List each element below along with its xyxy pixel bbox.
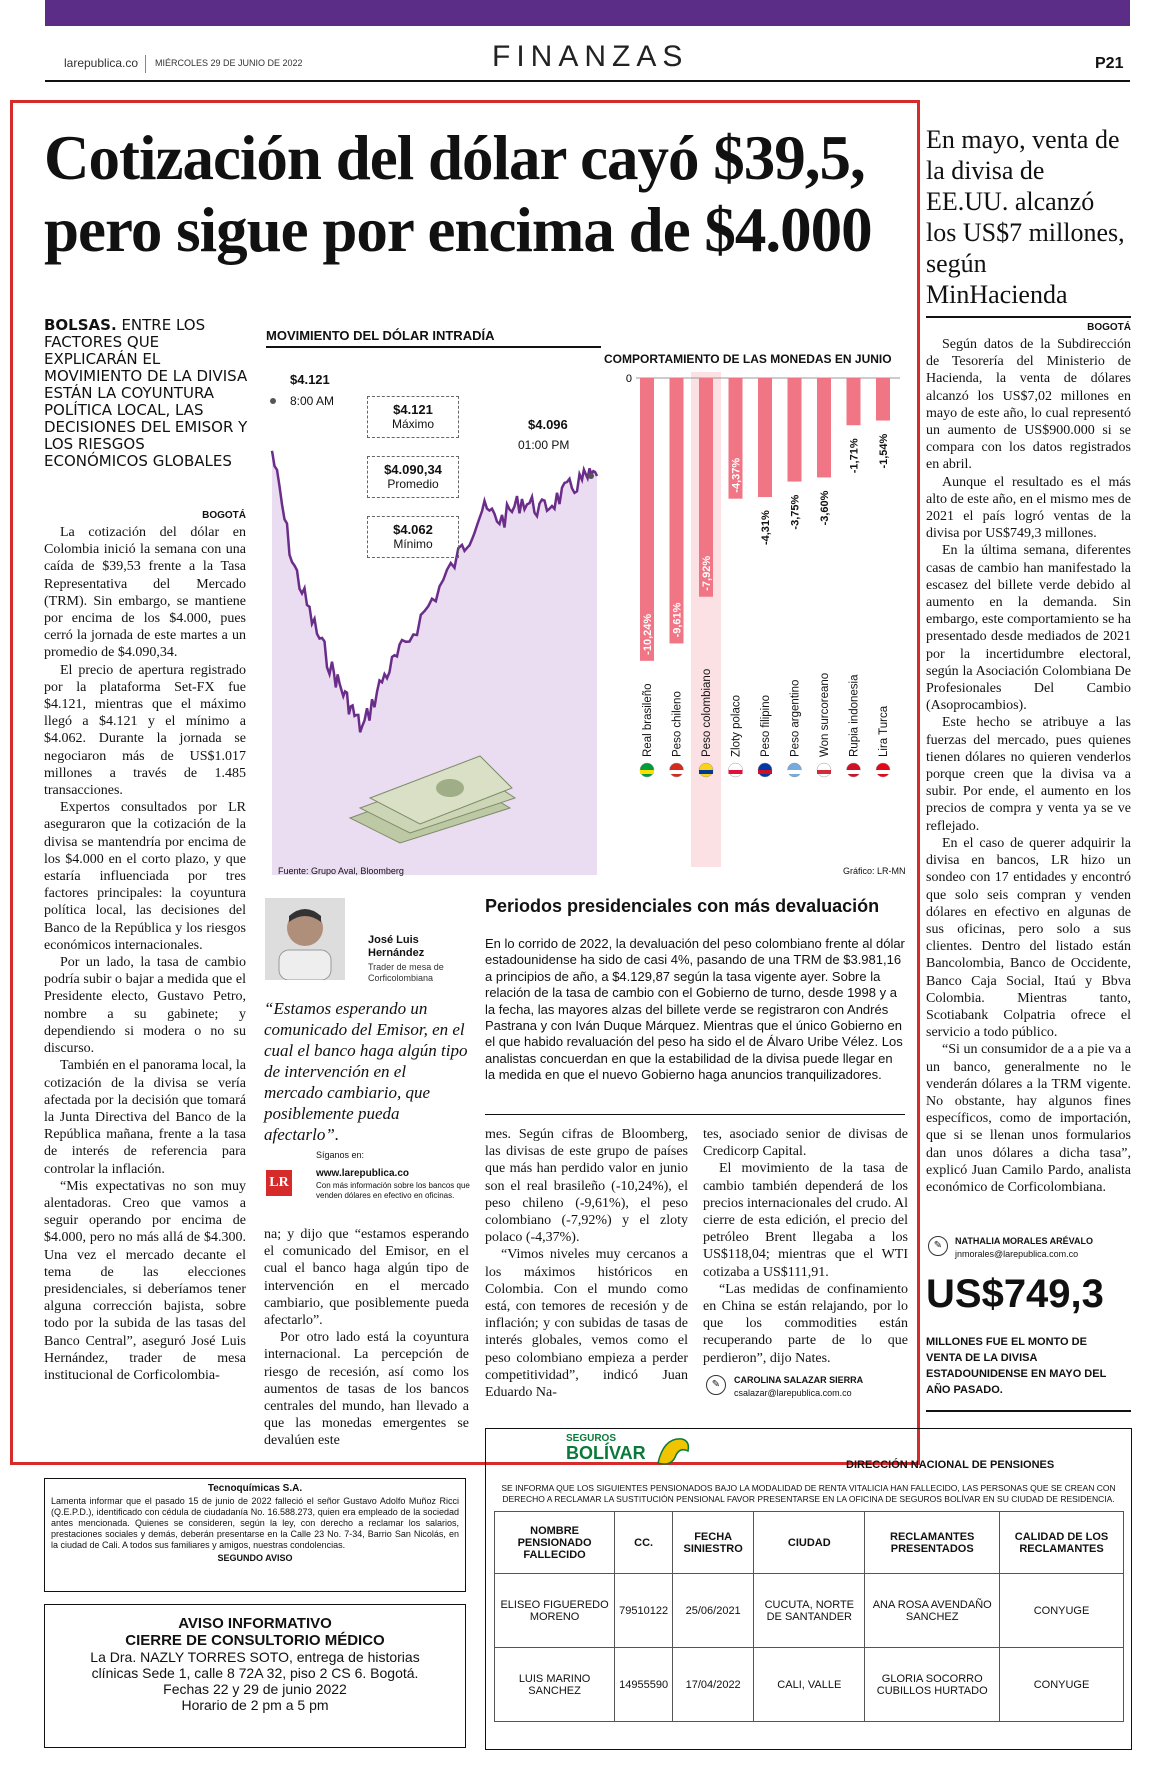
sidebar-paragraph: Aunque el resultado es el más alto de este año, en el mismo mes de 2021 el país logró ventas de la divisa por US$749,3 millones. bbox=[926, 474, 1131, 542]
issue-date: MIÉRCOLES 29 DE JUNIO DE 2022 bbox=[155, 58, 303, 68]
table-row bbox=[495, 1648, 1124, 1722]
bar-category-label: Real brasileño bbox=[642, 683, 654, 757]
flag-stripe bbox=[817, 770, 831, 774]
obituary-text: Lamenta informar que el pasado 15 de junio de 2022 falleció el señor Gustavo Adolfo Muñoz Ricci (Q.E.P.D.), identificado con cédula de ciudadanía No. 16.588.273, quien era empleado de la sociedad antes mencionada. Quienes se consideren, según la ley, con derecho a reclamar los salarios, prestaciones sociales y demás, deberán presentarse en la Calle 23 No. 7-34, Barrio San Nicolás, en la ciudad de Cali. A todos sus familiares y amigos, nuestras condolencias. bbox=[51, 1496, 459, 1550]
col1-paragraph: También en el panorama local, la cotización de la divisa se vería afectada por la decisión que tomará la Junta Directiva del Banco de la República mañana, frente a la tasa de interés de referencia para controlar la inflación. bbox=[44, 1058, 246, 1177]
article-author-email[interactable]: csalazar@larepublica.com.co bbox=[734, 1388, 852, 1398]
logo-top-text: SEGUROS bbox=[566, 1433, 617, 1444]
bar-category-label: Rupia indonesia bbox=[848, 674, 861, 757]
top-color-bar bbox=[45, 0, 1130, 26]
bar-category-label: Peso colombiano bbox=[701, 668, 713, 757]
logo-bottom-text: BOLÍVAR bbox=[566, 1443, 646, 1463]
pension-table-header bbox=[495, 1512, 1124, 1574]
obituary-notice bbox=[44, 1478, 466, 1592]
open-value: $4.121 bbox=[290, 372, 330, 387]
table-cell: CALI, VALLE bbox=[754, 1648, 865, 1722]
quote-role: Trader de mesa de Corficolombiana bbox=[368, 962, 444, 983]
sidebar-dateline: BOGOTÁ bbox=[1087, 322, 1131, 333]
col3-paragraph: “Vimos niveles muy cercanos a los máximos históricos en Colombia. Con el mundo como está, con temores de recesión y de inflación; y con subidas de tasas de interés globales, vemos como el peso colombiano empieza a perder competitividad”, indicó Juan Eduardo Na- bbox=[485, 1247, 688, 1401]
col1-paragraph: El precio de apertura registrado por la plataforma Set-FX fue $4.121, mientras que el máximo llegó a $4.121 y el mínimo a $4.062. Durante la jornada se negociaron más de US$1.017 millones a través de 1.485 transacciones. bbox=[44, 662, 246, 799]
lead-text: ENTRE LOS FACTORES QUE EXPLICARÁN EL MOVIMIENTO DE LA DIVISA ESTÁN LA COYUNTURA POLÍTICA LOCAL, LAS DECISIONES DEL EMISOR Y LOS RIESGOS ECONÓMICOS GLOBALES bbox=[44, 316, 248, 470]
bar-category-label: Peso chileno bbox=[671, 691, 684, 757]
big-number: US$749,3 bbox=[926, 1272, 1104, 1316]
bar-chart-title: COMPORTAMIENTO DE LAS MONEDAS EN JUNIO bbox=[604, 352, 892, 366]
bar-data-label: -4,31% bbox=[760, 510, 772, 546]
table-cell: CONYUGE bbox=[1000, 1574, 1124, 1648]
flag-stripe bbox=[758, 770, 772, 774]
bar bbox=[876, 378, 890, 421]
max-value: $4.121 bbox=[393, 402, 433, 417]
consult-line-4: Horario de 2 pm a 5 pm bbox=[181, 1697, 329, 1713]
col1-paragraph: Expertos consultados por LR aseguraron que la cotización de la divisa se mantendría por encima de los $4.000 en el corto plazo, y que estaría influenciada por tres factores principales: la coyuntura política local, las decisiones del Banco de la República y los riesgos económicos internacionales. bbox=[44, 800, 246, 953]
pension-col-name: NOMBRE PENSIONADO FALLECIDO bbox=[495, 1512, 615, 1574]
sidebar-paragraph: Según datos de la Subdirección de Tesorería del Ministerio de Hacienda, la venta de dólares alcanzó los US$7,02 millones en mayo de este año, lo cual representó un aumento de US$900.000 si se compara con los datos registrados en abril. bbox=[926, 337, 1131, 473]
bar-category-label: Zloty polaco bbox=[730, 694, 743, 757]
col3-paragraph: mes. Según cifras de Bloomberg, las divisas de este grupo de países que más han perdido valor en junio son el real brasileño (-10,24%), el peso chileno (-9,61%), el peso colombiano (-7,92%) y el zloty polaco (-4,37%). bbox=[485, 1127, 688, 1246]
min-label: Mínimo bbox=[393, 537, 433, 551]
pension-col-city: CIUDAD bbox=[754, 1512, 865, 1574]
bar-chart-area bbox=[600, 372, 910, 872]
sidebar-paragraph: En el caso de querer adquirir la divisa en bancos, LR hizo un sondeo con 17 entidades y encontró que solo seis compran y venden dólares en efectivo en algunas de sus oficinas, pero solo a sus clientes. Dentro del listado están Bancolombia, Banco de Occidente, Banco Caja Social, Itaú y Bbva Colombia. Mientras tanto, Scotiabank Colpatria ofrece el servicio a todo público. bbox=[926, 835, 1131, 1041]
close-value: $4.096 bbox=[528, 417, 568, 432]
bar bbox=[758, 378, 772, 497]
consult-title-1: AVISO INFORMATIVO bbox=[178, 1615, 332, 1632]
col2-paragraph: Por otro lado está la coyuntura internacional. La percepción de riesgo de recesión, así como los aumentos de tasas de los bancos centrales del mundo, han llevado a que las monedas emergentes se devalúen este bbox=[264, 1330, 469, 1449]
col4-paragraph: El movimiento de la tasa de cambio también dependerá de los precios internacionales del crudo. Al cierre de esta edición, el precio del petróleo Brent llegaba a los US$118,04; mientras que el WTI cotizaba a US$111,91. bbox=[703, 1161, 908, 1280]
flag-stripe bbox=[876, 770, 890, 774]
flag-stripe bbox=[670, 770, 684, 774]
line-chart-source: Fuente: Grupo Aval, Bloomberg bbox=[278, 866, 404, 876]
article-headline bbox=[44, 122, 914, 266]
sidebar-author-email[interactable]: jnmorales@larepublica.com.co bbox=[955, 1249, 1079, 1259]
article-column-4 bbox=[703, 1126, 908, 1367]
lr-logo-icon: LR bbox=[266, 1170, 292, 1196]
bar-data-label: -3,60% bbox=[819, 490, 831, 526]
lead-label: BOLSAS. bbox=[44, 316, 117, 334]
col1-paragraph: Por un lado, la tasa de cambio podría subir o bajar a medida que el Presidente electo, Gustavo Petro, nombre a su gabinete; y dependiendo si modera o no su discurso. bbox=[44, 955, 246, 1057]
bar-category-label: Lira Turca bbox=[878, 705, 890, 757]
sidebar-paragraph: En la última semana, diferentes casas de cambio han manifestado la escasez del billete verde debido al aumento en la demanda. Sin embargo, este comportamiento se ha presentado desde mediados de 2021 por la incertidumbre electoral, según la Asociación Colombiana De Profesionales Del Cambio (Asoprocambios). bbox=[926, 543, 1131, 714]
consult-line-2: clínicas Sede 1, calle 8 72A 32, piso 2 CS 6. Bogotá. bbox=[91, 1665, 419, 1681]
obituary-company: Tecnoquímicas S.A. bbox=[207, 1483, 303, 1494]
headline-line-2: pero sigue por encima de $4.000 bbox=[44, 195, 872, 265]
sidebar-paragraph: “Si un consumidor de a a pie va a un banco, generalmente no le venderán dólares a la TRM vigente. No obstante, hay algunos fines específicos, como de importación, que si se llenan unos formularios dan unos dólares a dicha tasa”, explicó Juan Camilo Pardo, analista económico de Corficolombiana. bbox=[926, 1042, 1131, 1195]
pension-col-relation: CALIDAD DE LOS RECLAMANTES bbox=[1000, 1512, 1124, 1574]
avg-box bbox=[367, 456, 459, 498]
article-column-3 bbox=[485, 1126, 688, 1401]
follow-label: Síganos en: bbox=[316, 1150, 365, 1160]
article-column-2 bbox=[264, 1226, 469, 1450]
table-cell: 79510122 bbox=[615, 1574, 673, 1648]
table-cell: CONYUGE bbox=[1000, 1648, 1124, 1722]
quote-text: “Estamos esperando un comunicado del Emisor, en el cual el banco haga algún tipo de intervención en el mercado cambiario, que posiblemente pueda afectarlo”. bbox=[264, 999, 468, 1144]
bar-category-label: Peso argentino bbox=[789, 679, 802, 757]
bar bbox=[847, 378, 861, 425]
site-name: larepublica.co bbox=[64, 56, 139, 70]
table-cell: 17/04/2022 bbox=[673, 1648, 754, 1722]
box-text: En lo corrido de 2022, la devaluación del peso colombiano frente al dólar estadounidense ha sido de casi 4%, pasando de una TRM de $3.981,16 a principios de año, a $4.129,87 según la tasa vigente ayer. Sobre la relación de la tasa de cambio con el Gobierno de turno, desde 1998 y a la fecha, las mayores alzas del billete verde se registraron con Andrés Pastrana y con Iván Duque Márquez. Mientras que el único Gobierno en el que habido revaluación del peso ha sido el de Álvaro Uribe Vélez. Los analistas concuerdan en que la estabilidad de la divisa puede llegar en la medida en que el nuevo Gobierno haga anuncios tranquilizadores. bbox=[485, 936, 905, 1083]
table-row bbox=[495, 1574, 1124, 1648]
open-marker bbox=[270, 398, 276, 404]
quote-link-note: Con más información sobre los bancos que venden dólares en efectivo en oficinas. bbox=[316, 1181, 470, 1200]
sidebar-author-icon: ✎ bbox=[928, 1236, 948, 1256]
table-cell: LUIS MARINO SANCHEZ bbox=[495, 1648, 615, 1722]
bar bbox=[788, 378, 802, 482]
header-separator bbox=[145, 55, 146, 73]
consult-line-1: La Dra. NAZLY TORRES SOTO, entrega de historias bbox=[90, 1649, 420, 1665]
close-time: 01:00 PM bbox=[518, 438, 570, 452]
table-cell: CUCUTA, NORTE DE SANTANDER bbox=[754, 1574, 865, 1648]
quote-name: José Luis Hernández bbox=[368, 934, 425, 959]
pension-col-cc: CC. bbox=[615, 1512, 673, 1574]
bar-data-label: -1,71% bbox=[848, 438, 861, 474]
sidebar-headline: En mayo, venta de la divisa de EE.UU. alcanzó los US$7 millones, según MinHacienda bbox=[926, 125, 1125, 309]
bar-data-label: -10,24% bbox=[642, 613, 654, 655]
consult-line-3: Fechas 22 y 29 de junio 2022 bbox=[163, 1681, 347, 1697]
bar-data-label: -7,92% bbox=[701, 555, 713, 591]
person-photo-icon bbox=[265, 898, 345, 980]
pension-col-claimants: RECLAMANTES PRESENTADOS bbox=[865, 1512, 1000, 1574]
flag-stripe bbox=[788, 770, 802, 774]
min-box bbox=[367, 516, 459, 558]
avg-label: Promedio bbox=[387, 477, 439, 491]
bar-category-label: Peso filipino bbox=[760, 694, 772, 757]
pension-notice-text: SE INFORMA QUE LOS SIGUIENTES PENSIONADOS BAJO LA MODALIDAD DE RENTA VITALICIA HAN FALLECIDO, LAS PERSONAS QUE SE CREAN CON DERECHO A RECLAMAR LA SUSTITUCIÓN PENSIONAL FAVOR PRESENTARSE EN LA OFICINA DE SEGUROS BOLÍVAR EN SU CIUDAD DE RESIDENCIA. bbox=[501, 1483, 1116, 1504]
pension-title: DIRECCIÓN NACIONAL DE PENSIONES bbox=[846, 1459, 1055, 1471]
sidebar-author: NATHALIA MORALES ARÉVALO bbox=[955, 1236, 1093, 1246]
bar-data-label: -1,54% bbox=[878, 433, 890, 469]
table-cell: ELISEO FIGUEREDO MORENO bbox=[495, 1574, 615, 1648]
max-box bbox=[367, 396, 459, 438]
sidebar-body bbox=[926, 336, 1131, 1196]
money-bills-icon bbox=[340, 738, 520, 848]
article-dateline: BOGOTÁ bbox=[202, 510, 246, 521]
line-chart-title: MOVIMIENTO DEL DÓLAR INTRADÍA bbox=[266, 328, 495, 343]
article-lead bbox=[44, 317, 252, 470]
page-number: P21 bbox=[1095, 55, 1124, 72]
min-value: $4.062 bbox=[393, 522, 433, 537]
box-title: Periodos presidenciales con más devaluación bbox=[485, 896, 880, 916]
box-rule bbox=[485, 1114, 905, 1115]
big-number-caption: MILLONES FUE EL MONTO DE VENTA DE LA DIVISA ESTADOUNIDENSE EN MAYO DEL AÑO PASADO. bbox=[926, 1336, 1107, 1396]
header-rule bbox=[45, 80, 1130, 82]
sidebar-paragraph: Este hecho se atribuye a las fuerzas del mercado, pues quienes tienen dólares no quieren venderlos porque creen que la divisa va a subir. Por ende, el aumento en los precios de compra y venta ya se ve reflejado. bbox=[926, 715, 1131, 834]
line-chart-rule bbox=[266, 346, 601, 348]
quote-link[interactable]: www.larepublica.co bbox=[316, 1168, 409, 1179]
obituary-footer: SEGUNDO AVISO bbox=[217, 1553, 293, 1563]
flag-stripe bbox=[640, 770, 654, 774]
bar-data-label: -4,37% bbox=[730, 457, 743, 493]
avatar bbox=[265, 898, 345, 980]
money-bills-image bbox=[340, 738, 520, 848]
currency-bar-chart bbox=[600, 372, 910, 872]
author-icon: ✎ bbox=[706, 1375, 726, 1395]
col4-paragraph: tes, asociado senior de divisas de Credicorp Capital. bbox=[703, 1127, 908, 1160]
horse-logo-icon bbox=[654, 1433, 694, 1469]
section-title: FINANZAS bbox=[492, 40, 689, 73]
table-cell: ANA ROSA AVENDAÑO SANCHEZ bbox=[865, 1574, 1000, 1648]
col2-paragraph: na; y dijo que “estamos esperando el comunicado del Emisor, en el cual el banco haga algún tipo de intervención en el mercado cambiario, que posiblemente pueda afectarlo”. bbox=[264, 1227, 469, 1329]
pension-notice bbox=[485, 1428, 1132, 1750]
bar-chart-credit: Gráfico: LR-MN bbox=[843, 866, 906, 876]
flag-stripe bbox=[847, 770, 861, 774]
max-label: Máximo bbox=[391, 417, 434, 431]
open-time: 8:00 AM bbox=[290, 394, 335, 408]
seguros-bolivar-logo bbox=[566, 1433, 676, 1473]
zero-tick-label: 0 bbox=[625, 373, 632, 385]
bar-category-label: Won surcoreano bbox=[819, 672, 831, 757]
flag-stripe bbox=[729, 770, 743, 774]
flag-stripe bbox=[699, 770, 713, 774]
consult-notice bbox=[44, 1604, 466, 1748]
pension-col-date: FECHA SINIESTRO bbox=[673, 1512, 754, 1574]
close-marker bbox=[588, 473, 594, 479]
article-column-1 bbox=[44, 524, 246, 1384]
headline-line-1: Cotización del dólar cayó $39,5, bbox=[44, 123, 865, 193]
sidebar-bottom-rule bbox=[926, 1410, 1131, 1412]
article-author: CAROLINA SALAZAR SIERRA bbox=[734, 1375, 864, 1385]
table-cell: 25/06/2021 bbox=[673, 1574, 754, 1648]
col1-paragraph: “Mis expectativas no son muy alentadoras. Creo que vamos a seguir operando por encima de $4.000, pero no más allá de $4.300. Una vez el mercado decante el tema de las elecciones presidenciales, si deberíamos tener alguna corrección bajista, sobre todo por la subida de las tasas del Banco Central”, aseguró José Luis Hernández, trader de mesa institucional de Corficolombia- bbox=[44, 1178, 246, 1383]
sidebar-rule bbox=[926, 316, 1131, 318]
col4-paragraph: “Las medidas de confinamiento en China se están relajando, por lo que los commodities están recuperando parte de lo que perdieron”, dijo Nates. bbox=[703, 1281, 908, 1366]
col1-paragraph: La cotización del dólar en Colombia inició la semana con una caída de $39,53 frente a la Tasa Representativa del Mercado (TRM). Sin embargo, se mantiene por encima de los $4.000, pues cerró la jornada de este martes a un promedio de $4.090,34. bbox=[44, 525, 246, 661]
consult-title-2: CIERRE DE CONSULTORIO MÉDICO bbox=[125, 1632, 385, 1649]
table-cell: GLORIA SOCORRO CUBILLOS HURTADO bbox=[865, 1648, 1000, 1722]
bar-data-label: -3,75% bbox=[789, 494, 802, 530]
pension-table bbox=[494, 1511, 1124, 1722]
bar-data-label: -9,61% bbox=[671, 602, 684, 638]
avg-value: $4.090,34 bbox=[384, 462, 442, 477]
bar bbox=[817, 378, 831, 477]
table-cell: 14955590 bbox=[615, 1648, 673, 1722]
